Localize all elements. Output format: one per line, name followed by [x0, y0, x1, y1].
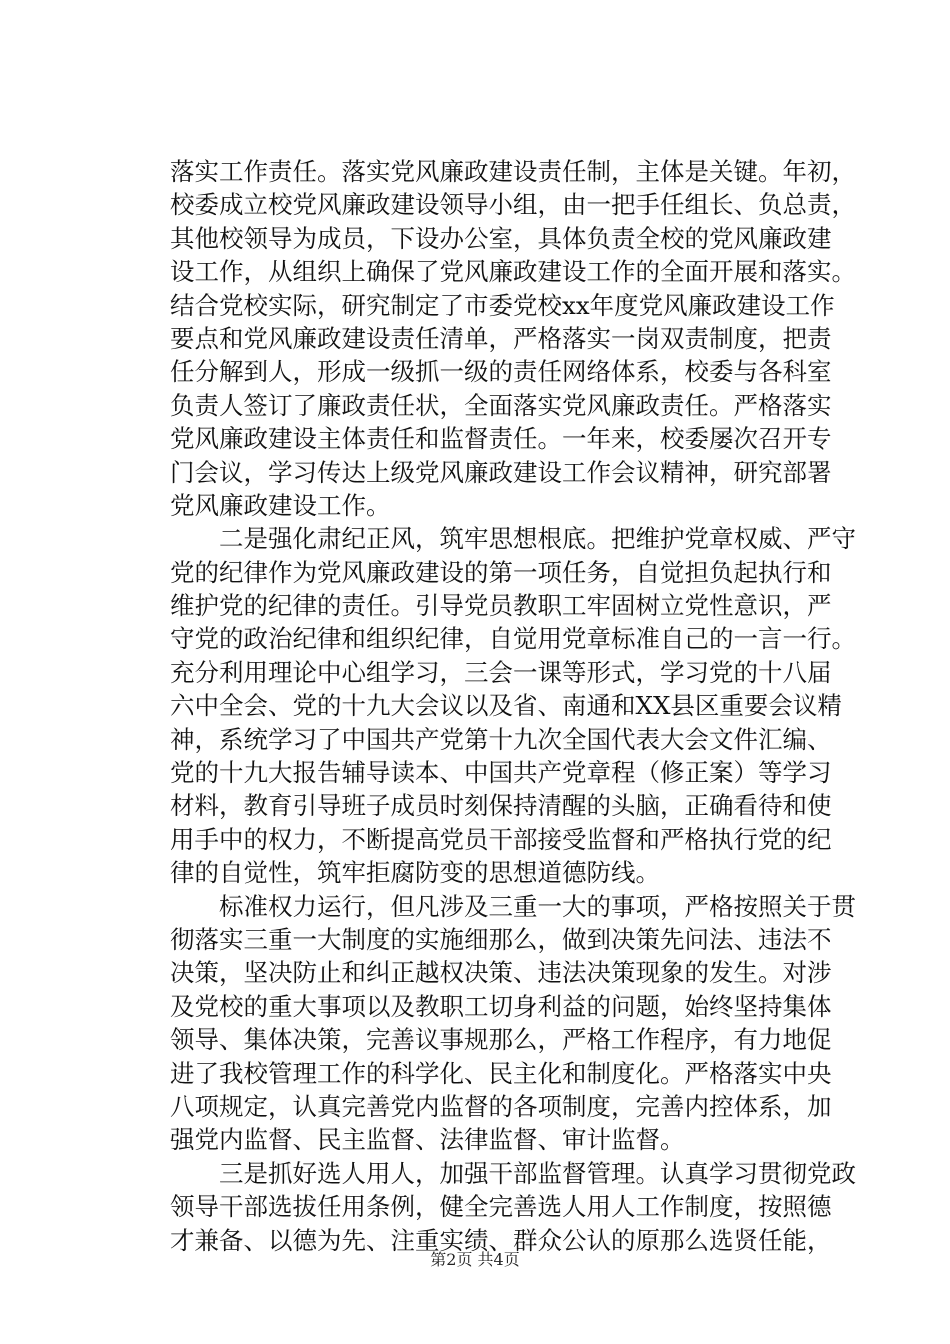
text-line: 决策，坚决防止和纠正越权决策、违法决策现象的发生。对涉 — [170, 958, 832, 988]
text-line: 彻落实三重一大制度的实施细那么，做到决策先问法、违法不 — [170, 924, 832, 954]
text-line: 负责人签订了廉政责任状，全面落实党风廉政责任。严格落实 — [170, 390, 832, 420]
text-line: 充分利用理论中心组学习，三会一课等形式，学习党的十八届 — [170, 657, 832, 687]
text-line: 党的十九大报告辅导读本、中国共产党章程（修正案）等学习 — [170, 758, 832, 788]
text-line: 守党的政治纪律和组织纪律，自觉用党章标准自己的一言一行。 — [170, 624, 856, 654]
text-line: 结合党校实际，研究制定了市委党校xx年度党风廉政建设工作 — [170, 290, 835, 320]
text-line: 设工作，从组织上确保了党风廉政建设工作的全面开展和落实。 — [170, 257, 856, 287]
text-line: 才兼备、以德为先、注重实绩、群众公认的原那么选贤任能， — [170, 1225, 832, 1255]
text-line: 律的自觉性，筑牢拒腐防变的思想道德防线。 — [170, 858, 660, 888]
body-text — [170, 155, 856, 1257]
text-line: 进了我校管理工作的科学化、民主化和制度化。严格落实中央 — [170, 1058, 832, 1088]
text-line: 其他校领导为成员，下设办公室，具体负责全校的党风廉政建 — [170, 223, 832, 253]
text-line: 党风廉政建设主体责任和监督责任。一年来，校委屡次召开专 — [170, 424, 832, 454]
paragraph-first-line: 三是抓好选人用人，加强干部监督管理。认真学习贯彻党政 — [219, 1158, 856, 1188]
text-line: 维护党的纪律的责任。引导党员教职工牢固树立党性意识，严 — [170, 591, 832, 621]
text-line: 八项规定，认真完善党内监督的各项制度，完善内控体系，加 — [170, 1091, 832, 1121]
text-line: 任分解到人，形成一级抓一级的责任网络体系，校委与各科室 — [170, 357, 832, 387]
text-line: 要点和党风廉政建设责任清单，严格落实一岗双责制度，把责 — [170, 323, 832, 353]
text-line: 领导干部选拔任用条例，健全完善选人用人工作制度，按照德 — [170, 1192, 832, 1222]
page-number-footer: 第2页 共4页 — [430, 1250, 520, 1269]
text-line: 领导、集体决策，完善议事规那么，严格工作程序，有力地促 — [170, 1025, 832, 1055]
text-line: 校委成立校党风廉政建设领导小组，由一把手任组长、负总责， — [170, 190, 856, 220]
paragraph-first-line: 二是强化肃纪正风，筑牢思想根底。把维护党章权威、严守 — [219, 524, 856, 554]
text-line: 六中全会、党的十九大会议以及省、南通和XX县区重要会议精 — [170, 691, 842, 721]
text-line: 门会议，学习传达上级党风廉政建设工作会议精神，研究部署 — [170, 457, 832, 487]
paragraph-first-line: 标准权力运行，但凡涉及三重一大的事项，严格按照关于贯 — [219, 891, 856, 921]
text-line: 用手中的权力，不断提高党员干部接受监督和严格执行党的纪 — [170, 824, 832, 854]
text-line: 党风廉政建设工作。 — [170, 490, 391, 520]
text-line: 落实工作责任。落实党风廉政建设责任制，主体是关键。年初， — [170, 157, 856, 186]
text-line: 党的纪律作为党风廉政建设的第一项任务，自觉担负起执行和 — [170, 557, 832, 587]
text-line: 强党内监督、民主监督、法律监督、审计监督。 — [170, 1125, 685, 1155]
text-line: 及党校的重大事项以及教职工切身利益的问题，始终坚持集体 — [170, 991, 832, 1021]
text-line: 神，系统学习了中国共产党第十九次全国代表大会文件汇编、 — [170, 724, 832, 754]
text-line: 材料，教育引导班子成员时刻保持清醒的头脑，正确看待和使 — [170, 791, 832, 821]
